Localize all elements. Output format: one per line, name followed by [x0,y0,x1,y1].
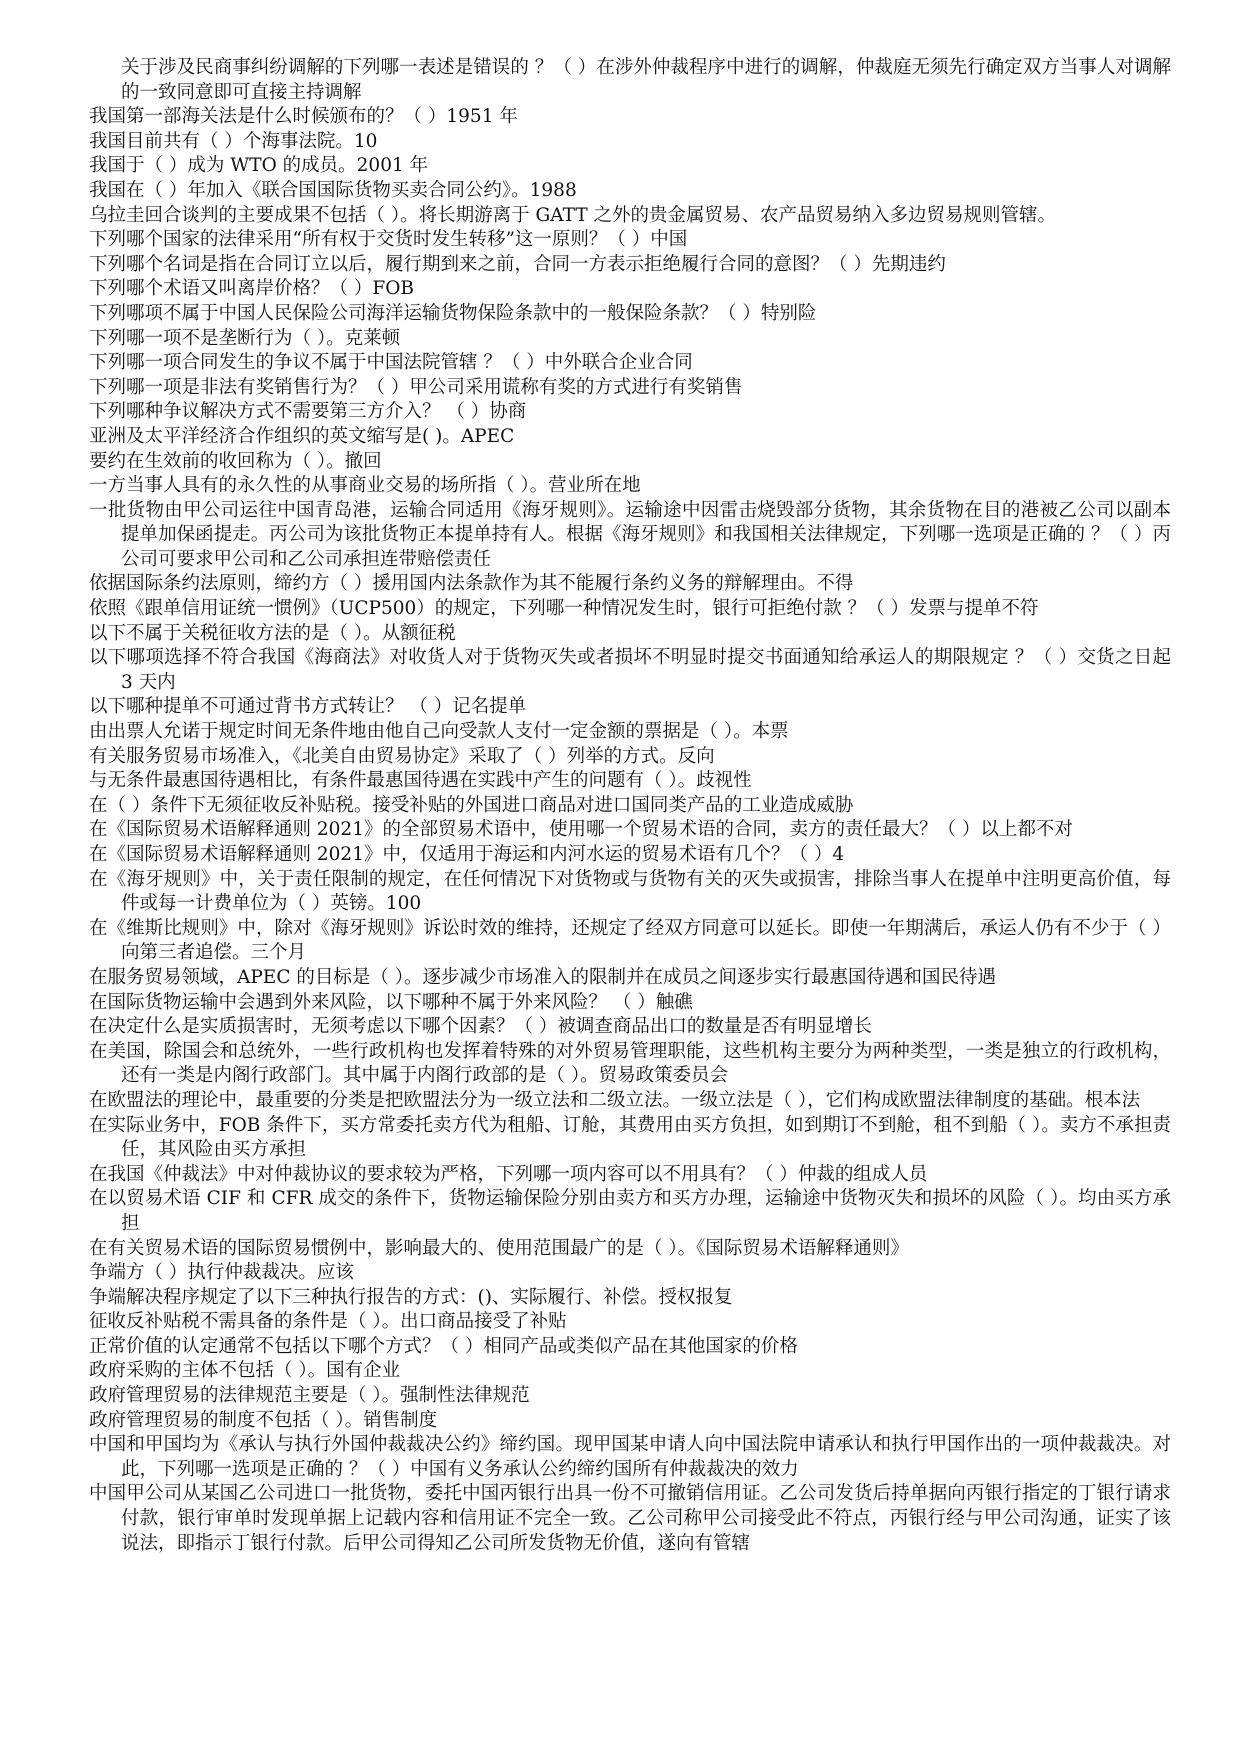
question-line: 争端解决程序规定了以下三种执行报告的方式：()、实际履行、补偿。授权报复 [89,1286,733,1308]
question-line: 政府采购的主体不包括（ ）。国有企业 [89,1360,401,1382]
question-line: 在我国《仲裁法》中对仲裁协议的要求较为严格，下列哪一项内容可以不用具有？（ ）仲裁的组成人员 [89,1163,928,1185]
question-line: 以下不属于关税征收方法的是（ ）。从额征税 [89,622,456,644]
question-line: 在实际业务中，FOB 条件下，买方常委托卖方代为租船、订舱，其费用由买方负担，如到期订不到舱，租不到船（ ）。卖方不承担责任，其风险由买方承担 [89,1114,1171,1161]
question-line: 在《国际贸易术语解释通则 2021》的全部贸易术语中，使用哪一个贸易术语的合同，卖方的责任最大？（ ）以上都不对 [89,819,1073,841]
question-line: 依据国际条约法原则，缔约方（ ）援用国内法条款作为其不能履行条约义务的辩解理由。不得 [89,573,854,595]
question-line: 征收反补贴税不需具备的条件是（ ）。出口商品接受了补贴 [89,1311,567,1333]
question-line: 正常价值的认定通常不包括以下哪个方式？（ ）相同产品或类似产品在其他国家的价格 [89,1335,798,1357]
question-line: 下列哪项不属于中国人民保险公司海洋运输货物保险条款中的一般保险条款？（ ）特别险 [89,302,817,324]
question-line: 关于涉及民商事纠纷调解的下列哪一表述是错误的 ？（ ）在涉外仲裁程序中进行的调解，仲裁庭无须先行确定双方当事人对调解的一致同意即可直接主持调解 [121,57,1171,103]
question-line: 在以贸易术语 CIF 和 CFR 成交的条件下，货物运输保险分别由卖方和买方办理，运输途中货物灭失和损坏的风险（ ）。均由买方承担 [89,1188,1171,1234]
question-line: 一批货物由甲公司运往中国青岛港，运输合同适用《海牙规则》。运输途中因雷击烧毁部分货物，其余货物在目的港被乙公司以副本提单加保函提走。丙公司为该批货物正本提单持有人。根据《海牙规则》和我国相关法律规定，下列哪一选项是正确的 ？（ ）丙公司可要求甲公司和乙公司承担连带赔偿责任 [89,499,1171,570]
question-line: 在美国，除国会和总统外，一些行政机构也发挥着特殊的对外贸易管理职能，这些机构主要分为两种类型，一类是独立的行政机构，还有一类是内阁行政部门。其中属于内阁行政部的是（ ）。贸易政策委员会 [89,1040,1171,1087]
document-text [89,56,1171,1556]
question-line: 要约在生效前的收回称为（ ）。撤回 [89,450,382,472]
question-line: 在（ ）条件下无须征收反补贴税。接受补贴的外国进口商品对进口国同类产品的工业造成威胁 [89,794,854,816]
question-line: 我国第一部海关法是什么时候颁布的？（ ）1951 年 [89,106,518,128]
question-line: 下列哪一项合同发生的争议不属于中国法院管辖 ？（ ）中外联合企业合同 [89,352,693,374]
question-line: 中国甲公司从某国乙公司进口一批货物，委托中国丙银行出具一份不可撤销信用证。乙公司发货后持单据向丙银行指定的丁银行请求付款，银行审单时发现单据上记载内容和信用证不完全一致。乙公司称甲公司接受此不符点，丙银行经与甲公司沟通，证实了该说法，即指示丁银行付款。后甲公司得知乙公司所发货物无价值，遂向有管辖 [89,1483,1171,1554]
question-line: 以下哪种提单不可通过背书方式转让？ （ ）记名提单 [89,696,527,718]
question-line: 有关服务贸易市场准入，《北美自由贸易协定》采取了（ ）列举的方式。反向 [89,745,715,767]
question-line: 下列哪个名词是指在合同订立以后，履行期到来之前，合同一方表示拒绝履行合同的意图？（ ）先期违约 [89,253,946,275]
question-line: 在《海牙规则》中，关于责任限制的规定，在任何情况下对货物或与货物有关的灭失或损害，排除当事人在提单中注明更高价值，每件或每一计费单位为（ ）英镑。100 [89,868,1171,915]
question-line: 我国于（ ）成为 WTO 的成员。2001 年 [89,155,429,177]
question-line: 在有关贸易术语的国际贸易惯例中，影响最大的、使用范围最广的是（ ）。《国际贸易术语解释通则》 [89,1237,909,1259]
question-line: 以下哪项选择不符合我国《海商法》对收货人对于货物灭失或者损坏不明显时提交书面通知给承运人的期限规定 ？（ ）交货之日起 3 天内 [89,647,1171,693]
question-line: 亚洲及太平洋经济合作组织的英文缩写是( )。APEC [89,425,515,447]
question-line: 在《国际贸易术语解释通则 2021》中，仅适用于海运和内河水运的贸易术语有几个？（ ）4 [89,844,845,865]
question-line: 乌拉圭回合谈判的主要成果不包括（ ）。将长期游离于 GATT 之外的贵金属贸易、农产品贸易纳入多边贸易规则管辖。 [89,204,1057,226]
question-line: 在《维斯比规则》中，除对《海牙规则》诉讼时效的维持，还规定了经双方同意可以延长。即使一年期满后，承运人仍有不少于（ ）向第三者追偿。三个月 [89,917,1171,964]
question-line: 下列哪一项是非法有奖销售行为？（ ）甲公司采用谎称有奖的方式进行有奖销售 [89,376,743,398]
question-line: 下列哪种争议解决方式不需要第三方介入？ （ ）协商 [89,401,527,423]
question-line: 我国目前共有（ ）个海事法院。10 [89,130,378,152]
question-line: 下列哪个术语又叫离岸价格？（ ）FOB [89,278,414,300]
question-line: 在决定什么是实质损害时，无须考虑以下哪个因素？（ ）被调查商品出口的数量是否有明显增长 [89,1016,872,1038]
question-line: 中国和甲国均为《承认与执行外国仲裁裁决公约》缔约国。现甲国某申请人向中国法院申请承认和执行甲国作出的一项仲裁裁决。对此，下列哪一选项是正确的 ？（ ）中国有义务承认公约缔约国所有仲裁裁决的效力 [89,1434,1171,1480]
question-line: 一方当事人具有的永久性的从事商业交易的场所指（ ）。营业所在地 [89,475,641,497]
question-line: 下列哪一项不是垄断行为（ ）。克莱顿 [89,327,401,349]
question-line: 在服务贸易领域，APEC 的目标是（ ）。逐步减少市场准入的限制并在成员之间逐步实行最惠国待遇和国民待遇 [89,966,996,988]
question-line: 与无条件最惠国待遇相比，有条件最惠国待遇在实践中产生的问题有（ ）。歧视性 [89,770,752,792]
question-line: 政府管理贸易的法律规范主要是（ ）。强制性法律规范 [89,1385,530,1407]
question-line: 由出票人允诺于规定时间无条件地由他自己向受款人支付一定金额的票据是（ ）。本票 [89,721,789,743]
question-line: 下列哪个国家的法律采用“所有权于交货时发生转移”这一原则？（ ）中国 [89,229,688,251]
question-line: 在欧盟法的理论中，最重要的分类是把欧盟法分为一级立法和二级立法。一级立法是（ ），它们构成欧盟法律制度的基础。根本法 [89,1089,1141,1111]
question-line: 在国际货物运输中会遇到外来风险，以下哪种不属于外来风险？ （ ）触礁 [89,991,693,1013]
question-line: 争端方（ ）执行仲裁裁决。应该 [89,1262,354,1284]
question-line: 政府管理贸易的制度不包括（ ）。销售制度 [89,1409,438,1431]
question-line: 我国在（ ）年加入《联合国国际货物买卖合同公约》。1988 [89,179,577,201]
question-line: 依照《跟单信用证统一惯例》（UCP500）的规定，下列哪一种情况发生时，银行可拒绝付款 ？（ ）发票与提单不符 [89,598,1039,620]
